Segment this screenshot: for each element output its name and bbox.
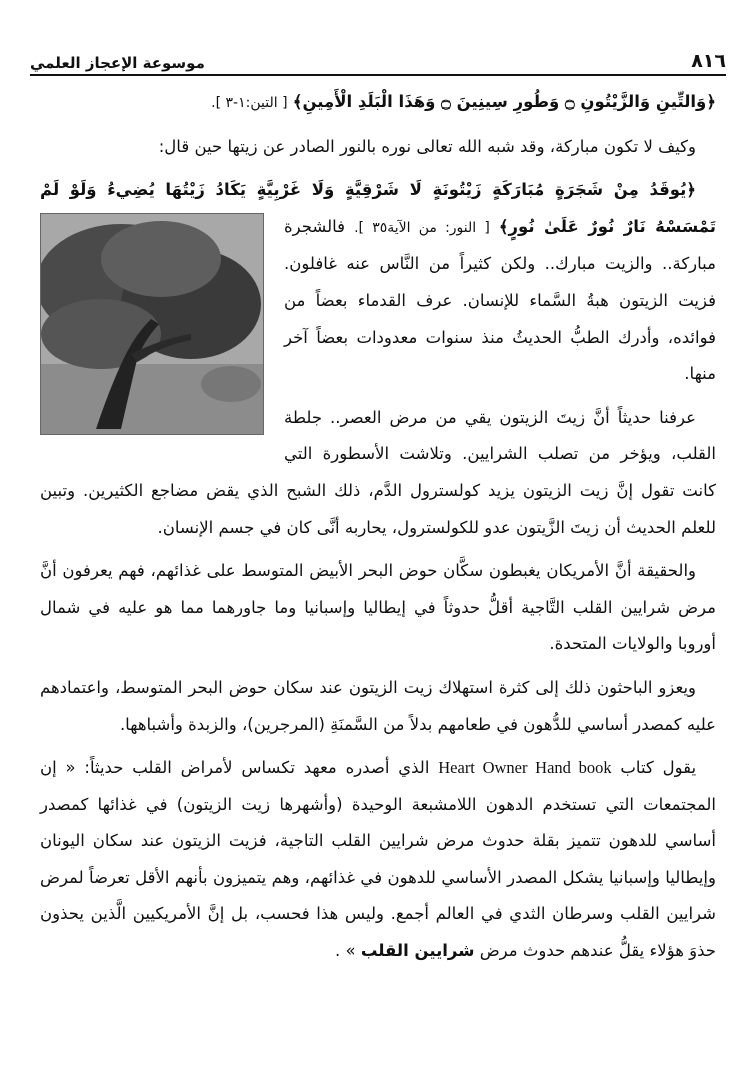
paragraph: ويعزو الباحثون ذلك إلى كثرة استهلاك زيت الزيتون عند سكان حوض البحر المتوسط، واعتمادهم عليه كمصدر أساسي للدُّهون في طعامهم بدلاً من السَّمنَةِ (المرجرين)، والزبدة وأشباهها.: [40, 677, 716, 734]
paragraph: عرفنا حديثاً أنَّ زيتَ الزيتون يقي من مرض العصر.. جلطة القلب، ويؤخر من تصلب الشرايين. وتلاشت الأسطورة التي كانت تقول إنَّ زيت الزيتون يزيد كولسترول الدَّم، ذلك الشبح الذي يقض مضاجع الكثيرين. وتبين للعلم الحديث أن زيتَ الزَّيتون عدو للكولسترول، يحاربه أنَّى كان في جسم الإنسان.: [40, 407, 716, 537]
paragraph-quote: [40, 750, 716, 970]
olive-tree-photo: [40, 213, 264, 435]
page-header: [30, 46, 726, 72]
running-title: موسوعة الإعجاز العلمي: [30, 54, 205, 72]
quran-verse: ﴿وَالتِّينِ وَالزَّيْتُونِ ۝ وَطُورِ سِينِينَ ۝ وَهَذَا الْبَلَدِ الْأَمِينِ﴾: [292, 92, 716, 111]
paragraph-text: فالشجرة مباركة.. والزيت مبارك.. ولكن كثيراً من النَّاس عنه غافلون. فزيت الزيتون هبةُ السَّماء للإنسان. عرف القدماء بعضاً من فوائده، وأدرك الطبُّ الحديثُ منذ سنوات معدودات بعضاً آخر منها.: [284, 216, 716, 384]
text: الذي أصدره معهد تكساس لأمراض القلب حديثاً: « إن المجتمعات التي تستخدم الدهون اللامشبعة الوحيدة (وأشهرها زيت الزيتون) في غذائها كمصدر أساسي للدهون تتميز بقلة حدوث مرض شرايين القلب التاجية، فزيت الزيتون عند سكان اليونان وإيطاليا وإسبانيا يشكل المصدر الأساسي للدهون في غذائهم، وهم يتميزون بأنهم الأقل تعرضاً لمرض شرايين القلب وسرطان الثدي في العالم أجمع. وليس هذا فحسب، بل إنَّ الأمريكيين الَّذين يحذون حذوَ هؤلاء يقلُّ عندهم حدوث مرض: [40, 758, 716, 961]
paragraph-verse-tin: [40, 84, 716, 122]
book-title: Heart Owner Hand book: [438, 758, 612, 778]
header-divider: [30, 74, 726, 76]
paragraph-verse-nur: [40, 172, 716, 393]
olive-tree-image: [41, 214, 263, 434]
page-body: [40, 84, 716, 977]
quran-verse: ﴿يُوقَدُ مِنْ شَجَرَةٍ مُبَارَكَةٍ زَيْتُونَةٍ لَا شَرْقِيَّةٍ وَلَا غَرْبِيَّةٍ يَكَادُ زَيْتُهَا يُضِيءُ وَلَوْ لَمْ تَمْسَسْهُ نَارٌ نُورٌ عَلَىٰ نُورٍ﴾: [40, 180, 716, 236]
text: يقول كتاب: [620, 758, 697, 778]
paragraph: وكيف لا تكون مباركة، وقد شبه الله تعالى نوره بالنور الصادر عن زيتها حين قال:: [158, 136, 696, 156]
text: » .: [334, 941, 356, 961]
page-number: ٨١٦: [691, 50, 726, 72]
paragraph: والحقيقة أنَّ الأمريكان يغبطون سكَّان حوض البحر الأبيض المتوسط على غذائهم، فهم يعرفون أنَّ مرض شرايين القلب التَّاجية أقلُّ حدوثاً في إيطاليا وإسبانيا وما جاورهما مما هو عليه في شمال أوروبا والولايات المتحدة.: [40, 561, 716, 654]
verse-reference: [ التين:١-٣ ].: [211, 95, 288, 111]
verse-reference: [ النور: من الآية٣٥ ].: [354, 219, 490, 236]
bold-text: شرايين القلب: [360, 941, 475, 961]
